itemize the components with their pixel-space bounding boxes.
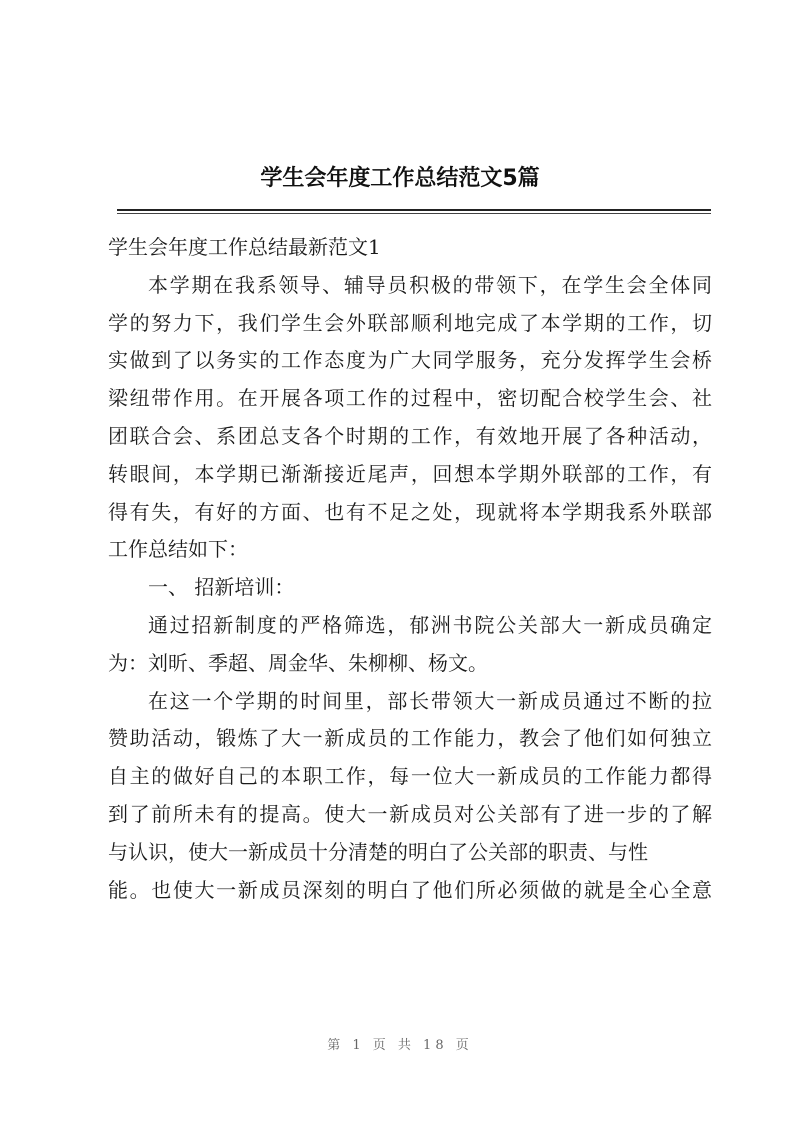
list-heading: 一、 招新培训： bbox=[148, 575, 295, 600]
paragraph-line: 工作总结如下： bbox=[108, 537, 248, 562]
paragraph-line: 与认识，使大一新成员十分清楚的明白了公关部的职责、与性 bbox=[108, 839, 648, 864]
paragraph-line: 到了前所未有的提高。使大一新成员对公关部有了进一步的了解 bbox=[108, 801, 712, 826]
paragraph-line: 自主的做好自己的本职工作，每一位大一新成员的工作能力都得 bbox=[108, 764, 712, 789]
paragraph-line: 得有失，有好的方面、也有不足之处，现就将本学期我系外联部 bbox=[108, 499, 712, 524]
document-body bbox=[108, 229, 712, 909]
paragraph-line: 转眼间，本学期已渐渐接近尾声，回想本学期外联部的工作，有 bbox=[108, 461, 712, 486]
document-title: 学生会年度工作总结范文5篇 bbox=[260, 166, 540, 191]
paragraph-line: 为：刘昕、季超、周金华、朱柳柳、杨文。 bbox=[108, 650, 488, 675]
title-divider-thick bbox=[117, 209, 711, 211]
paragraph-line: 梁纽带作用。在开展各项工作的过程中，密切配合校学生会、社 bbox=[108, 386, 712, 411]
paragraph-line: 学的努力下，我们学生会外联部顺利地完成了本学期的工作，切 bbox=[108, 310, 712, 335]
page-footer: 第 1 页 共 18 页 bbox=[327, 1038, 473, 1053]
section-heading: 学生会年度工作总结最新范文1 bbox=[108, 235, 381, 259]
paragraph-line: 通过招新制度的严格筛选，郁洲书院公关部大一新成员确定 bbox=[148, 612, 712, 637]
paragraph-line: 实做到了以务实的工作态度为广大同学服务，充分发挥学生会桥 bbox=[108, 348, 712, 373]
paragraph-line: 赞助活动，锻炼了大一新成员的工作能力，教会了他们如何独立 bbox=[108, 726, 712, 751]
paragraph-line: 在这一个学期的时间里，部长带领大一新成员通过不断的拉 bbox=[148, 688, 712, 713]
paragraph-line: 能。也使大一新成员深刻的明白了他们所必须做的就是全心全意 bbox=[108, 877, 712, 902]
paragraph-line: 本学期在我系领导、辅导员积极的带领下，在学生会全体同 bbox=[148, 272, 712, 297]
title-divider-thin bbox=[117, 213, 711, 214]
paragraph-line: 团联合会、系团总支各个时期的工作，有效地开展了各种活动， bbox=[108, 423, 712, 448]
